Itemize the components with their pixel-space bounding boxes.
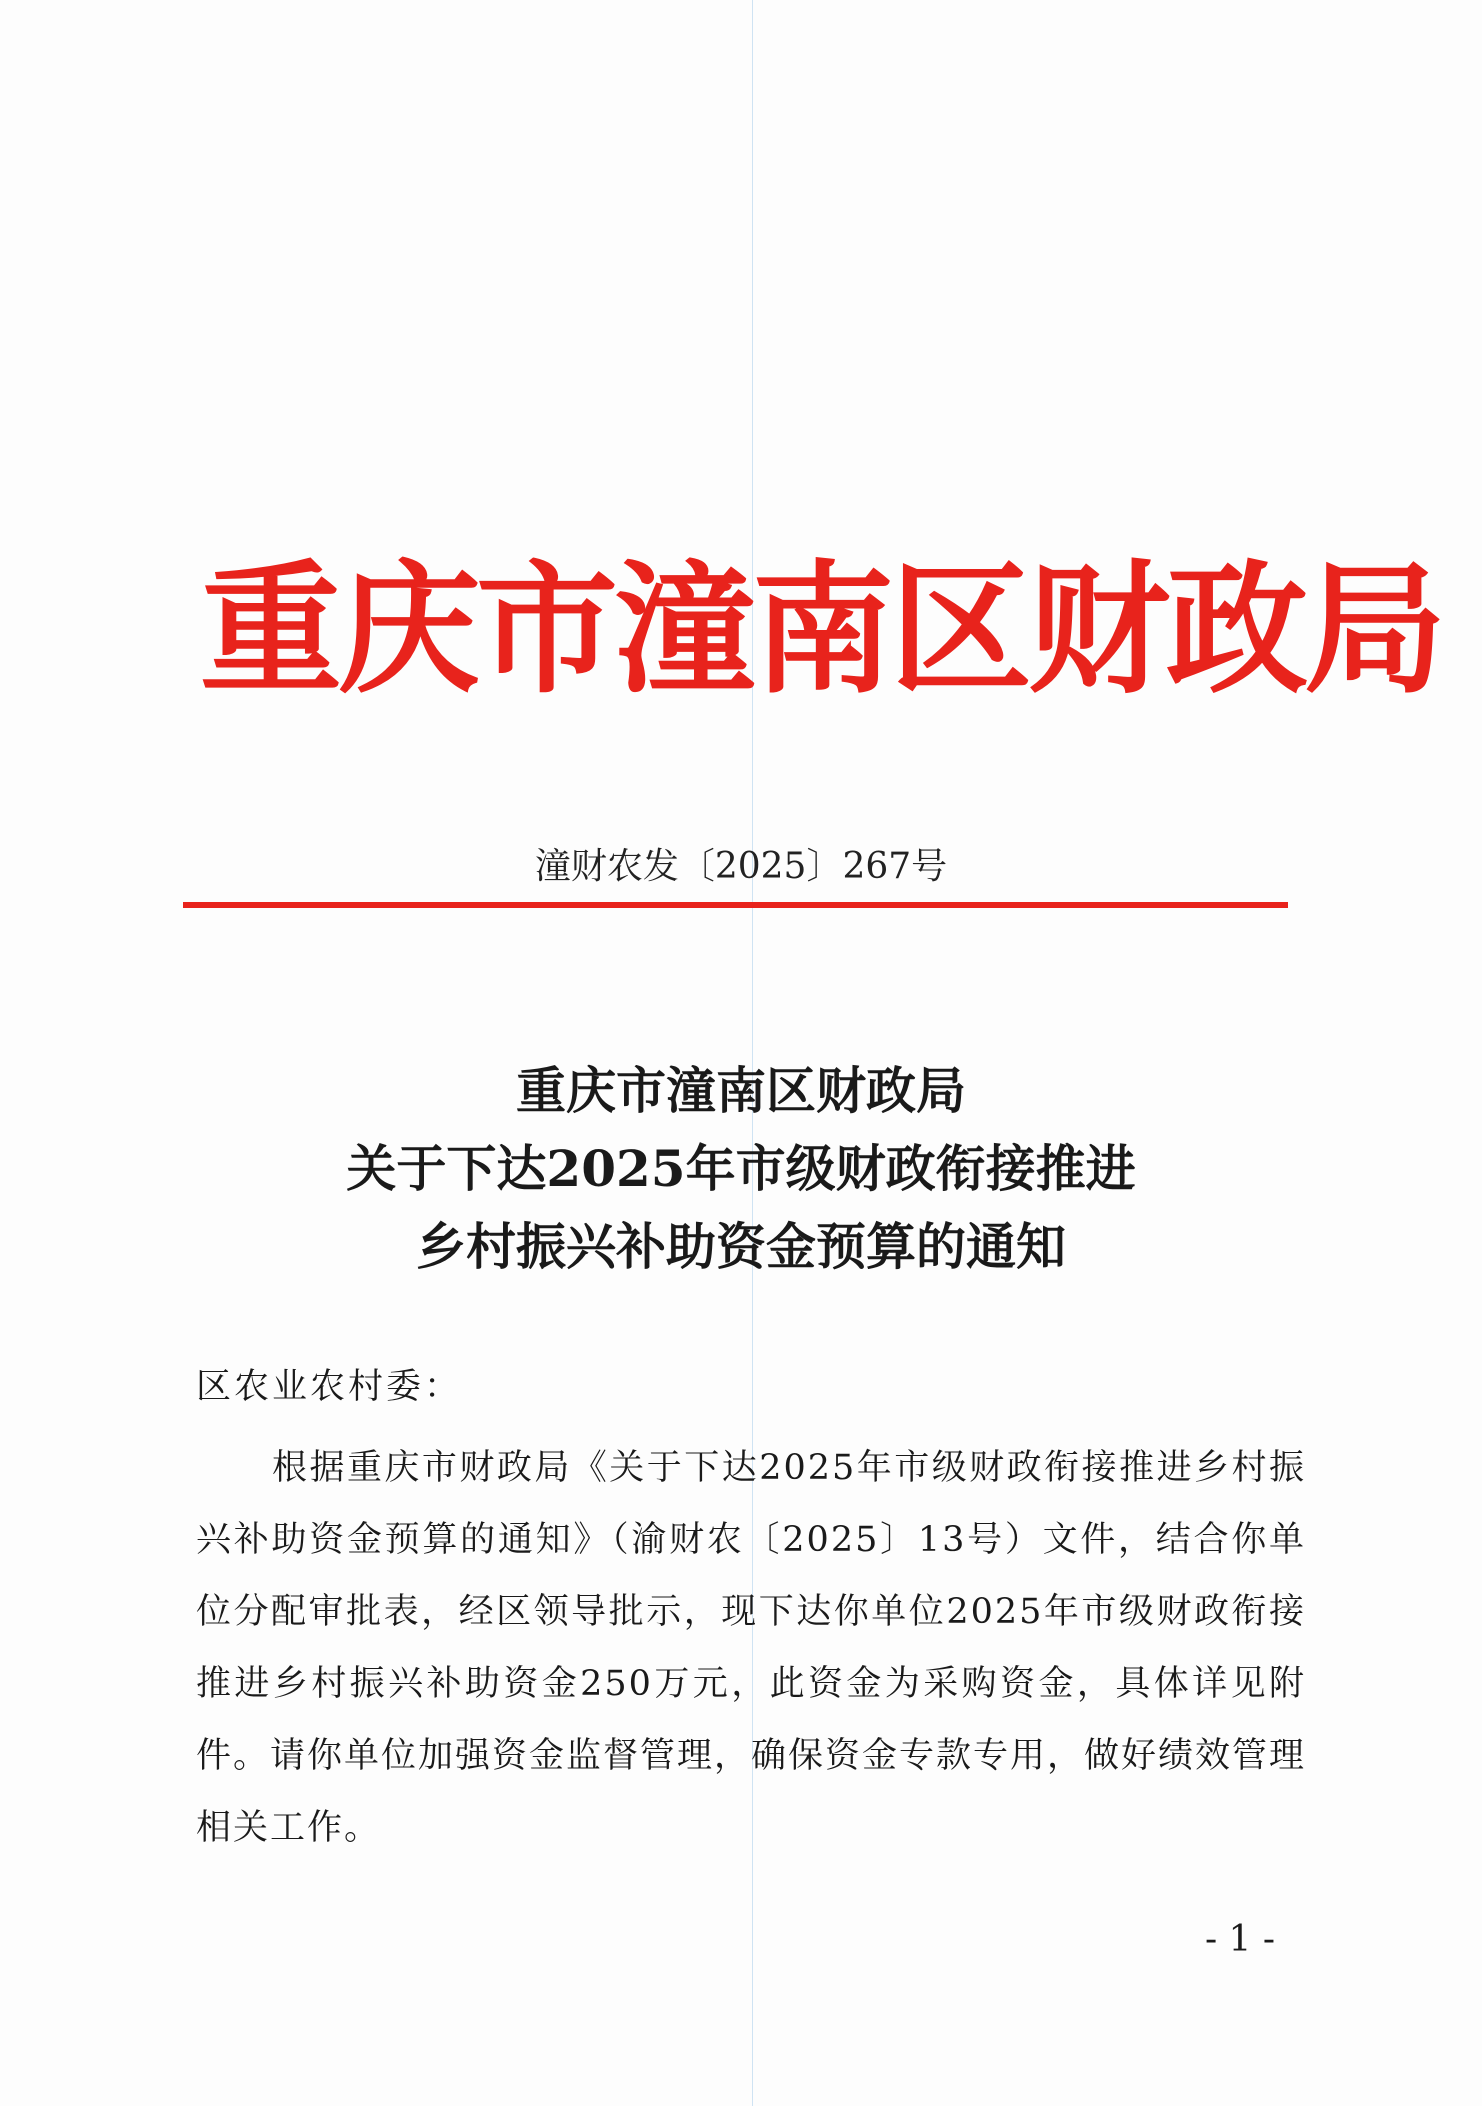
notice-title-line-3: 乡村振兴补助资金预算的通知 [416, 1217, 1066, 1276]
letterhead-red-rule [183, 902, 1288, 908]
document-number: 潼财农发〔2025〕267号 [534, 846, 948, 887]
notice-title-line-1: 重庆市潼南区财政局 [516, 1061, 966, 1120]
page-number: - 1 - [1204, 1919, 1276, 1960]
notice-title [0, 1052, 1482, 1286]
letterhead-organization: 重庆市潼南区财政局 [200, 547, 1442, 713]
addressee: 区农业农村委： [196, 1367, 463, 1407]
notice-title-line-2: 关于下达2025年市级财政衔接推进 [346, 1139, 1136, 1198]
body-paragraph: 根据重庆市财政局《关于下达2025年市级财政衔接推进乡村振兴补助资金预算的通知》（渝财农〔2025〕13号）文件，结合你单位分配审批表，经区领导批示，现下达你单位2025年市级财政衔接推进乡村振兴补助资金250万元，此资金为采购资金，具体详见附件。请你单位加强资金监督管理，确保资金专款专用，做好绩效管理相关工作。 [196, 1448, 1307, 1848]
